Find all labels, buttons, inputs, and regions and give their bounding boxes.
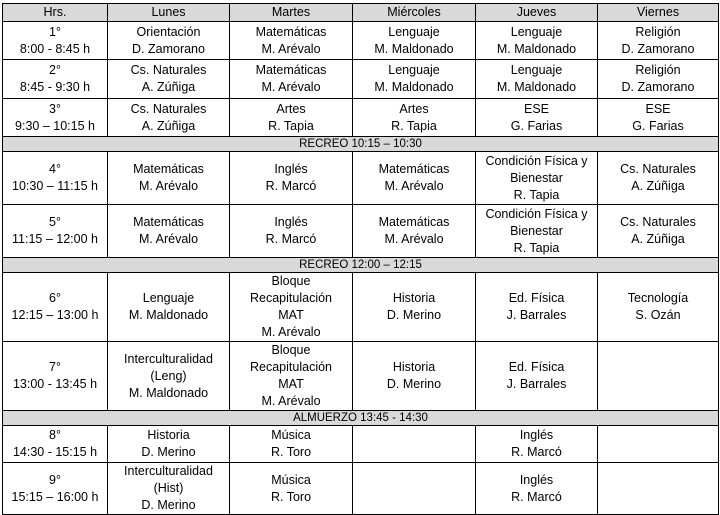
break-label: ALMUERZO 13:45 - 14:30 xyxy=(3,411,719,426)
period-row xyxy=(3,205,719,258)
class-cell-martes xyxy=(230,205,353,258)
teacher-name: M. Maldonado xyxy=(496,80,577,94)
subject-line: Artes xyxy=(399,101,429,116)
period-time: 13:00 - 13:45 h xyxy=(12,377,98,391)
teacher-name: M. Arévalo xyxy=(138,179,199,193)
period-cell xyxy=(3,273,108,342)
break-row xyxy=(3,137,719,152)
teacher-name: R. Toro xyxy=(270,489,312,504)
class-cell-lunes xyxy=(108,342,230,411)
teacher-name: D. Merino xyxy=(141,445,196,459)
subject-line: Condición Física y xyxy=(485,153,588,168)
teacher-name: M. Arévalo xyxy=(138,232,199,246)
period-row xyxy=(3,22,719,60)
subject-line: MAT xyxy=(278,308,304,322)
subject-line: Cs. Naturales xyxy=(130,101,207,116)
subject-line: Artes xyxy=(276,101,306,116)
subject-line: Religión xyxy=(635,63,681,77)
class-cell-martes xyxy=(230,22,353,60)
period-number: 6° xyxy=(49,291,61,305)
class-cell-martes xyxy=(230,152,353,205)
class-cell-viernes xyxy=(598,205,719,258)
period-cell xyxy=(3,463,108,515)
subject-line: Cs. Naturales xyxy=(620,162,696,176)
teacher-name: A. Zúñiga xyxy=(141,80,196,94)
header-martes: Martes xyxy=(230,4,353,22)
teacher-name: M. Maldonado xyxy=(374,41,454,56)
subject-line: Matemáticas xyxy=(255,63,327,77)
class-cell-jueves xyxy=(476,60,598,99)
class-cell-lunes xyxy=(108,273,230,342)
break-row xyxy=(3,411,719,426)
teacher-name: G. Farias xyxy=(510,118,563,133)
subject-line: ESE xyxy=(645,101,671,116)
teacher-name: G. Farias xyxy=(632,118,684,133)
class-cell-lunes xyxy=(108,426,230,463)
class-cell-lunes xyxy=(108,22,230,60)
period-number: 4° xyxy=(49,162,61,176)
subject-line: ESE xyxy=(523,101,549,116)
class-cell-lunes xyxy=(108,152,230,205)
break-label: RECREO 10:15 – 10:30 xyxy=(3,137,719,152)
period-number: 1° xyxy=(49,24,61,39)
subject-line: Matemáticas xyxy=(378,215,450,229)
subject-line: Ed. Física xyxy=(508,291,565,305)
class-cell-miercoles xyxy=(353,426,476,463)
header-jueves: Jueves xyxy=(476,4,598,22)
teacher-name: D. Zamorano xyxy=(621,41,695,56)
period-time: 14:30 - 15:15 h xyxy=(12,445,98,459)
class-cell-lunes xyxy=(108,60,230,99)
class-cell-jueves xyxy=(476,273,598,342)
subject-line: Lenguaje xyxy=(510,24,563,39)
subject-line: Lenguaje xyxy=(510,63,563,77)
schedule-table xyxy=(2,3,719,515)
teacher-name: D. Merino xyxy=(141,498,196,512)
teacher-name: R. Tapia xyxy=(391,118,437,133)
teacher-name: A. Zúñiga xyxy=(141,118,196,133)
subject-line: Ed. Física xyxy=(508,360,565,374)
subject-line: Matemáticas xyxy=(133,215,204,229)
subject-line: Bloque xyxy=(271,343,311,357)
class-cell-viernes xyxy=(598,463,719,515)
period-number: 9° xyxy=(49,472,61,487)
period-time: 11:15 – 12:00 h xyxy=(12,232,98,246)
class-cell-viernes xyxy=(598,60,719,99)
class-cell-miercoles xyxy=(353,463,476,515)
period-cell xyxy=(3,205,108,258)
period-cell xyxy=(3,22,108,60)
class-cell-miercoles xyxy=(353,22,476,60)
period-number: 2° xyxy=(49,63,61,77)
teacher-name: R. Tapia xyxy=(513,187,560,202)
class-cell-lunes xyxy=(108,205,230,258)
subject-line: Matemáticas xyxy=(378,162,450,176)
period-cell xyxy=(3,342,108,411)
period-row xyxy=(3,152,719,205)
teacher-name: D. Merino xyxy=(386,308,442,322)
class-cell-jueves xyxy=(476,99,598,137)
subject-line: Orientación xyxy=(136,24,201,39)
teacher-name: J. Barrales xyxy=(506,308,567,322)
teacher-name: R. Marcó xyxy=(511,489,562,504)
teacher-name: D. Zamorano xyxy=(621,80,695,94)
period-number: 5° xyxy=(49,215,61,229)
period-row xyxy=(3,463,719,515)
class-cell-miercoles xyxy=(353,205,476,258)
subject-line: Inglés xyxy=(274,162,308,176)
teacher-name: M. Maldonado xyxy=(374,80,454,94)
class-cell-jueves xyxy=(476,463,598,515)
class-cell-martes xyxy=(230,99,353,137)
subject-line: Inglés xyxy=(519,472,554,487)
subject-line: Inglés xyxy=(274,215,308,229)
subject-line: Bienestar xyxy=(510,170,563,185)
subject-line: Condición Física y xyxy=(485,206,588,221)
class-cell-miercoles xyxy=(353,273,476,342)
period-row xyxy=(3,426,719,463)
teacher-name: M. Arévalo xyxy=(261,394,321,408)
class-cell-jueves xyxy=(476,22,598,60)
subject-line: Bloque xyxy=(271,274,311,288)
subject-line: Historia xyxy=(147,428,190,442)
teacher-name: S. Ozán xyxy=(635,308,681,322)
class-cell-jueves xyxy=(476,426,598,463)
teacher-name: R. Marcó xyxy=(265,179,317,193)
period-number: 8° xyxy=(49,428,61,442)
period-row xyxy=(3,60,719,99)
class-cell-martes xyxy=(230,273,353,342)
class-cell-miercoles xyxy=(353,99,476,137)
header-viernes: Viernes xyxy=(598,4,719,22)
class-cell-viernes xyxy=(598,273,719,342)
teacher-name: A. Zúñiga xyxy=(631,179,685,193)
period-number: 3° xyxy=(49,101,61,116)
class-cell-viernes xyxy=(598,152,719,205)
class-cell-martes xyxy=(230,342,353,411)
class-cell-miercoles xyxy=(353,152,476,205)
teacher-name: M. Maldonado xyxy=(128,308,209,322)
period-time: 15:15 – 16:00 h xyxy=(11,489,99,504)
class-cell-viernes xyxy=(598,22,719,60)
break-label: RECREO 12:00 – 12:15 xyxy=(3,258,719,273)
subject-line: Lenguaje xyxy=(388,63,440,77)
teacher-name: M. Maldonado xyxy=(496,41,577,56)
teacher-name: R. Tapia xyxy=(513,240,560,255)
break-row xyxy=(3,258,719,273)
teacher-name: M. Arévalo xyxy=(384,179,444,193)
subject-line: Historia xyxy=(392,360,436,374)
subject-line: Cs. Naturales xyxy=(130,63,207,77)
header-miercoles: Miércoles xyxy=(353,4,476,22)
class-cell-martes xyxy=(230,60,353,99)
teacher-name: M. Maldonado xyxy=(128,385,209,400)
subject-line: Lenguaje xyxy=(388,24,440,39)
period-row xyxy=(3,342,719,411)
teacher-name: R. Marcó xyxy=(511,445,562,459)
class-cell-miercoles xyxy=(353,342,476,411)
subject-line: Bienestar xyxy=(510,223,563,238)
subject-line: Lenguaje xyxy=(142,291,195,305)
teacher-name: M. Arévalo xyxy=(261,80,321,94)
period-time: 12:15 – 13:00 h xyxy=(11,308,99,322)
teacher-name: A. Zúñiga xyxy=(631,232,685,246)
class-cell-martes xyxy=(230,426,353,463)
teacher-name: R. Toro xyxy=(270,445,312,459)
class-cell-lunes xyxy=(108,99,230,137)
teacher-name: D. Merino xyxy=(386,377,442,391)
subject-line: (Hist) xyxy=(153,481,184,495)
period-row xyxy=(3,99,719,137)
teacher-name: R. Tapia xyxy=(268,118,314,133)
period-cell xyxy=(3,60,108,99)
class-cell-martes xyxy=(230,463,353,515)
subject-line: Recapitulación xyxy=(250,360,332,374)
class-cell-viernes xyxy=(598,99,719,137)
subject-line: Matemáticas xyxy=(133,162,204,176)
subject-line: Interculturalidad xyxy=(124,464,213,478)
period-time: 8:00 - 8:45 h xyxy=(19,41,91,56)
class-cell-viernes xyxy=(598,342,719,411)
class-cell-jueves xyxy=(476,342,598,411)
teacher-name: J. Barrales xyxy=(506,377,567,391)
subject-line: Recapitulación xyxy=(250,291,332,305)
subject-line: MAT xyxy=(278,377,304,391)
period-time: 10:30 – 11:15 h xyxy=(12,179,98,193)
teacher-name: R. Marcó xyxy=(265,232,317,246)
class-cell-miercoles xyxy=(353,60,476,99)
class-cell-jueves xyxy=(476,152,598,205)
period-cell xyxy=(3,426,108,463)
subject-line: Historia xyxy=(392,291,436,305)
class-cell-lunes xyxy=(108,463,230,515)
subject-line: Religión xyxy=(635,24,681,39)
subject-line: (Leng) xyxy=(150,368,187,383)
header-lunes: Lunes xyxy=(108,4,230,22)
header-hrs: Hrs. xyxy=(3,4,108,22)
teacher-name: M. Arévalo xyxy=(261,325,321,339)
period-row xyxy=(3,273,719,342)
class-cell-viernes xyxy=(598,426,719,463)
header-row xyxy=(3,4,719,22)
period-cell xyxy=(3,99,108,137)
teacher-name: D. Zamorano xyxy=(132,41,205,56)
period-time: 8:45 - 9:30 h xyxy=(19,80,91,94)
schedule-body xyxy=(3,22,719,515)
period-number: 7° xyxy=(49,360,61,374)
period-cell xyxy=(3,152,108,205)
subject-line: Interculturalidad xyxy=(124,351,213,366)
teacher-name: M. Arévalo xyxy=(261,41,321,56)
subject-line: Música xyxy=(271,428,311,442)
subject-line: Matemáticas xyxy=(255,24,327,39)
period-time: 9:30 – 10:15 h xyxy=(15,118,95,133)
class-cell-jueves xyxy=(476,205,598,258)
subject-line: Cs. Naturales xyxy=(620,215,696,229)
subject-line: Música xyxy=(271,472,311,487)
subject-line: Inglés xyxy=(519,428,554,442)
teacher-name: M. Arévalo xyxy=(384,232,444,246)
subject-line: Tecnología xyxy=(627,291,689,305)
